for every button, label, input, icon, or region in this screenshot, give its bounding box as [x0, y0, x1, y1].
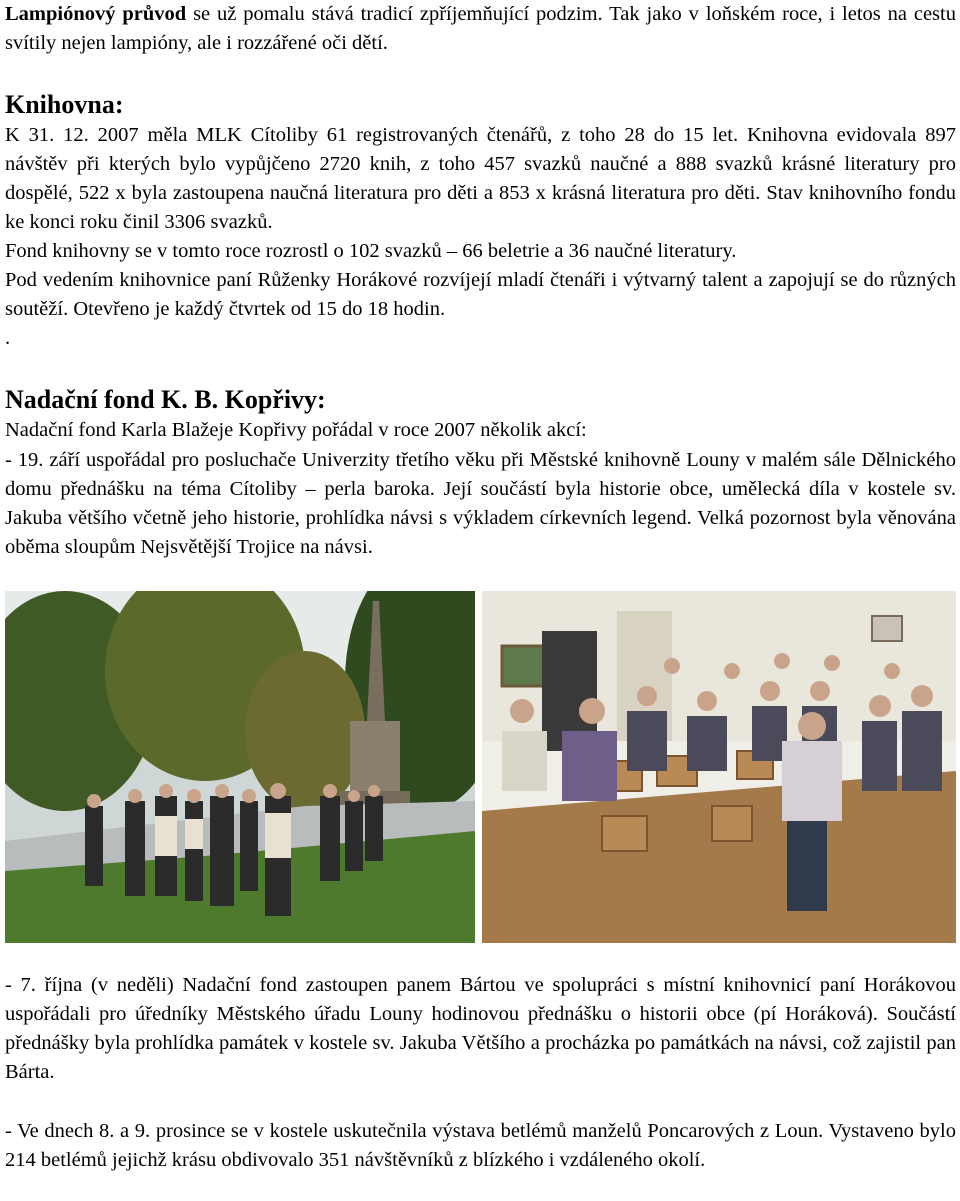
event-december: - Ve dnech 8. a 9. prosince se v kostele uskutečnila výstava betlémů manželů Poncarových z Loun. Vystaveno bylo 214 betlémů jejichž krásu obdivovalo 351 návštěvníků z blízkého i vzdáleného okolí. — [5, 1120, 956, 1171]
library-dot: . — [5, 327, 11, 349]
outdoor-tour-image — [5, 591, 475, 943]
library-leader-paragraph: Pod vedením knihovnice paní Růženky Horákové rozvíjejí mladí čtenáři i výtvarný talent a zapojují se do různých soutěží. Otevřeno je každý čtvrtek od 15 do 18 hodin. — [5, 269, 956, 320]
event-october: - 7. října (v neděli) Nadační fond zastoupen panem Bártou ve spolupráci s místní knihovnicí paní Horákovou uspořádali pro úředníky Městského úřadu Louny hodinovou přednášku o historii obce (pí Horáková). Součástí přednášky byla prohlídka památek v kostele sv. Jakuba Většího a procházka po památkách na návsi, což zajistil pan Bárta. — [5, 974, 956, 1083]
photo-lecture-audience — [482, 591, 956, 943]
photo-outdoor-tour — [5, 591, 475, 943]
library-fund-line: Fond knihovny se v tomto roce rozrostl o 102 svazků – 66 beletrie a 36 naučné literatury. — [5, 240, 737, 262]
intro-paragraph — [5, 0, 956, 58]
lecture-audience-image — [482, 591, 956, 943]
library-heading: Knihovna: — [5, 90, 124, 119]
lantern-parade-lead: Lampiónový průvod — [5, 3, 187, 25]
library-paragraph: K 31. 12. 2007 měla MLK Cítoliby 61 registrovaných čtenářů, z toho 28 do 15 let. Knihovna evidovala 897 návštěv při kterých bylo vypůjčeno 2720 knih, z toho 457 svazků naučné a 888 svazků krásné literatury pro dospělé, 522 x byla zastoupena naučná literatura pro děti a 853 x krásná literatura pro děti. Stav knihovního fondu ke konci roku činil 3306 svazků. — [5, 124, 956, 233]
foundation-intro: Nadační fond Karla Blažeje Kopřivy pořádal v roce 2007 několik akcí: — [5, 419, 587, 441]
event-september: - 19. září uspořádal pro posluchače Univerzity třetího věku při Městské knihovně Louny v malém sále Dělnického domu přednášku na téma Cítoliby – perla baroka. Její součástí byla historie obce, umělecká díla v kostele sv. Jakuba většího včetně jeho historie, prohlídka návsi s výkladem církevních legend. Velká pozornost byla věnována oběma sloupům Nejsvětější Trojice na návsi. — [5, 449, 956, 558]
intro-text: se už pomalu stává tradicí zpříjemňující podzim. Tak jako v loňském roce, i letos na cestu svítily nejen lampióny, ale i rozzářené oči dětí. — [5, 3, 956, 54]
foundation-heading: Nadační fond K. B. Kopřivy: — [5, 385, 326, 414]
